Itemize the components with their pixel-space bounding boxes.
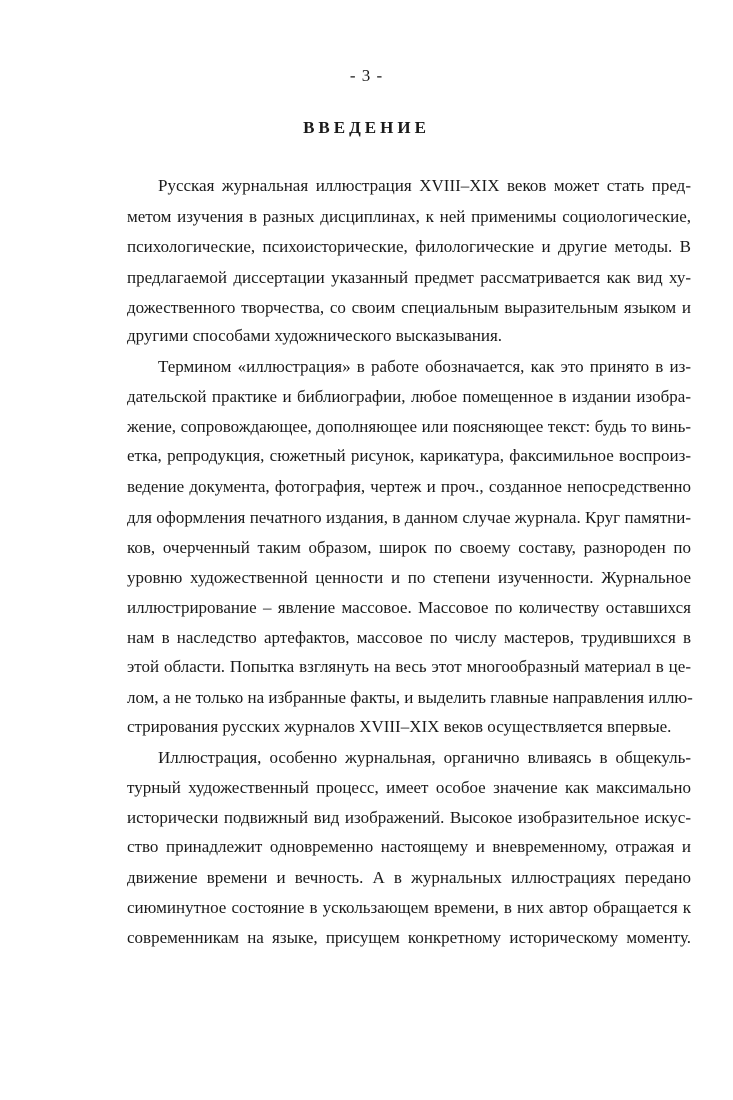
- text-line: стрирования русских журналов XVIII–XIX веков осуществляется впервые.: [127, 717, 672, 736]
- text-line: жение, сопровождающее, дополняющее или поясняющее текст: будь то винь-: [127, 417, 691, 436]
- text-line: метом изучения в разных дисциплинах, к ней применимы социологические,: [127, 207, 691, 226]
- text-line: этой области. Попытка взглянуть на весь этот многообразный материал в це-: [127, 657, 691, 676]
- text-line: исторически подвижный вид изображений. Высокое изобразительное искус-: [127, 808, 691, 827]
- text-line: нам в наследство артефактов, массовое по числу мастеров, трудившихся в: [127, 628, 691, 647]
- text-line: современникам на языке, присущем конкретному историческому моменту.: [127, 928, 691, 947]
- text-line: ведение документа, фотография, чертеж и проч., созданное непосредственно: [127, 477, 691, 496]
- text-line: другими способами художнического высказывания.: [127, 326, 503, 345]
- text-line: турный художественный процесс, имеет особое значение как максимально: [127, 778, 691, 797]
- text-line: дожественного творчества, со своим специальным выразительным языком и: [127, 298, 691, 317]
- page-number: - 3 -: [349, 66, 384, 85]
- text-line: дательской практике и библиографии, любое помещенное в издании изобра-: [127, 387, 691, 406]
- text-line: етка, репродукция, сюжетный рисунок, карикатура, факсимильное воспроиз-: [127, 446, 691, 465]
- text-line: лом, а не только на избранные факты, и выделить главные направления иллю-: [127, 688, 693, 707]
- text-line: сиюминутное состояние в ускользающем времени, в них автор обращается к: [127, 898, 691, 917]
- text-line: предлагаемой диссертации указанный предмет рассматривается как вид ху-: [127, 268, 691, 287]
- text-line: Иллюстрация, особенно журнальная, органично вливаясь в общекуль-: [158, 748, 691, 767]
- text-line: Термином «иллюстрация» в работе обозначается, как это принято в из-: [158, 357, 691, 376]
- text-line: для оформления печатного издания, в данном случае журнала. Круг памятни-: [127, 508, 691, 527]
- page-title: ВВЕДЕНИЕ: [303, 118, 430, 137]
- text-line: движение времени и вечность. А в журнальных иллюстрациях передано: [127, 868, 691, 887]
- text-line: иллюстрирование – явление массовое. Массовое по количеству оставшихся: [127, 598, 691, 617]
- text-line: уровню художественной ценности и по степени изученности. Журнальное: [127, 568, 691, 587]
- text-line: психологические, психоисторические, филологические и другие методы. В: [127, 237, 691, 256]
- text-line: ство принадлежит одновременно настоящему и вневременному, отражая и: [127, 837, 691, 856]
- text-line: Русская журнальная иллюстрация XVIII–XIX веков может стать пред-: [158, 176, 691, 195]
- text-line: ков, очерченный таким образом, широк по своему составу, разнороден по: [127, 538, 691, 557]
